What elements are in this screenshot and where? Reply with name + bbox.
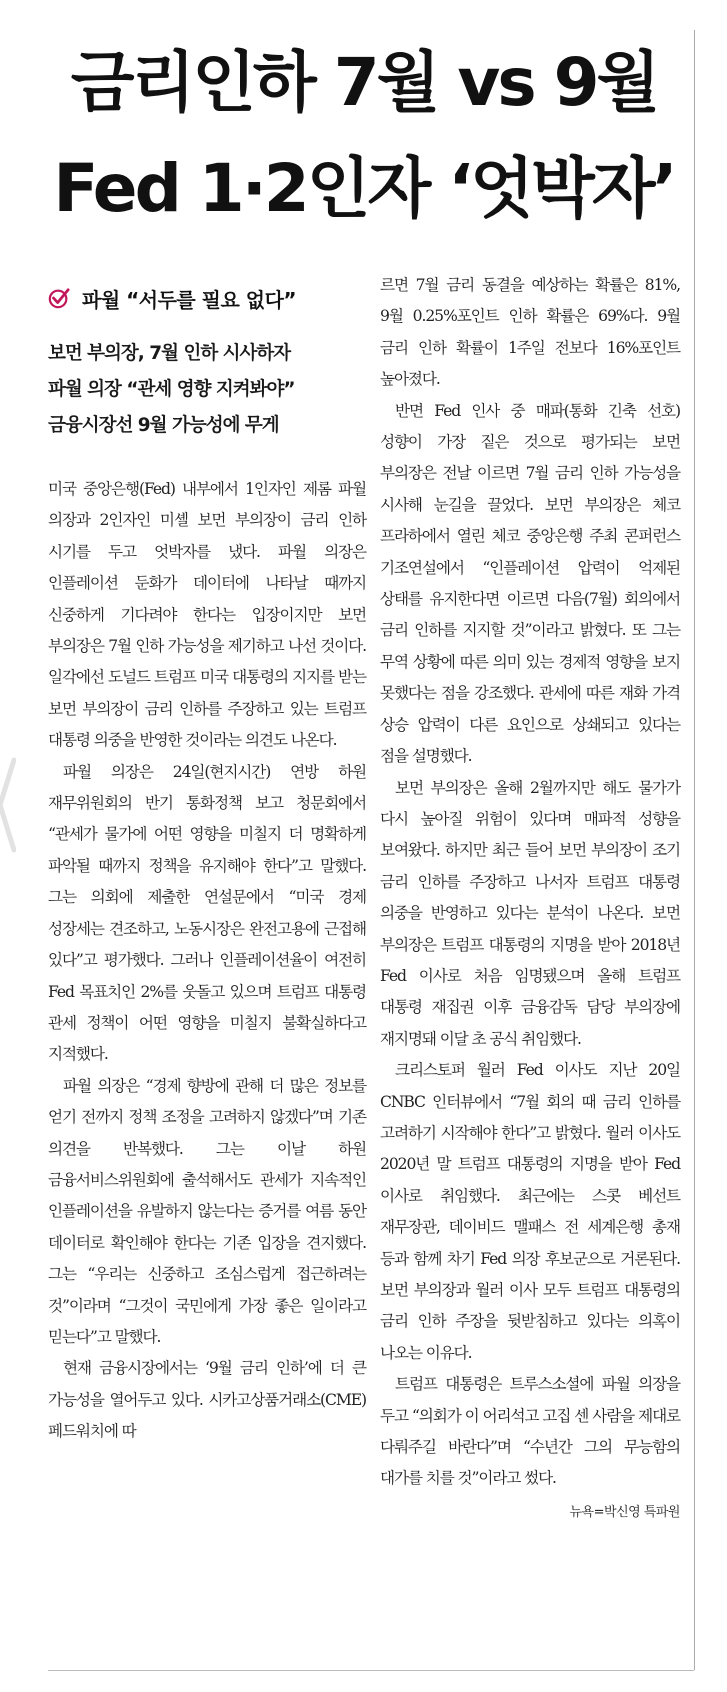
paragraph: 파월 의장은 “경제 향방에 관해 더 많은 정보를 얻기 전까지 정책 조정을 고려하지 않겠다”며 기존 의견을 반복했다. 그는 이날 하원 금융서비스위원회에 출석해서도 관세가 지속적인 인플레이션을 유발하지 않는다는 증거를 여름 동안 데이터로 확인해야 한다는 기존 입장을 견지했다. 그는 “우리는 신중하고 조심스럽게 접근하려는 것”이라며 “그것이 국민에게 가장 좋은 일이라고 믿는다”고 말했다. — [48, 1076, 366, 1346]
kicker — [48, 282, 366, 314]
kicker-text: 파월 “서두를 필요 없다” — [82, 287, 297, 312]
article-body-right — [380, 270, 680, 1520]
headline-line-2: Fed 1·2인자 ‘엇박자’ — [53, 150, 675, 227]
bottom-rule — [48, 1670, 694, 1671]
paragraph: 미국 중앙은행(Fed) 내부에서 1인자인 제롬 파월 의장과 2인자인 미셸 보먼 부의장이 금리 인하 시기를 두고 엇박자를 냈다. 파월 의장은 인플레이션 둔화가 데이터에 나타날 때까지 신중하게 기다려야 한다는 입장이지만 보먼 부의장은 7월 인하 가능성을 제기하고 나선 것이다. 일각에선 도널드 트럼프 미국 대통령의 지지를 받는 보먼 부의장이 금리 인하를 주장하고 있는 트럼프 대통령 의중을 반영한 것이라는 의견도 나온다. — [48, 480, 366, 750]
column-rule-right — [694, 30, 695, 1670]
article-headline — [44, 30, 684, 242]
byline: 뉴욕=박신영 특파원 — [569, 1504, 680, 1520]
paragraph: 반면 Fed 인사 중 매파(통화 긴축 선호) 성향이 가장 짙은 것으로 평가되는 보먼 부의장은 전날 이르면 7월 금리 인하 가능성을 시사해 눈길을 끌었다. 보먼 부의장은 체코 프라하에서 열린 체코 중앙은행 주최 콘퍼런스 기조연설에서 “인플레이션 압력이 억제된 상태를 유지한다면 이르면 다음(7월) 회의에서 금리 인하를 지지할 것”이라고 밝혔다. 또 그는 무역 상황에 따른 의미 있는 경제적 영향을 보지 못했다는 점을 강조했다. 관세에 따른 재화 가격 상승 압력이 다른 요인으로 상쇄되고 있다는 점을 설명했다. — [380, 401, 680, 766]
paragraph: 르면 7월 금리 동결을 예상하는 확률은 81%, 9월 0.25%포인트 인하 확률은 69%다. 9월 금리 인하 확률이 1주일 전보다 16%포인트 높아졌다. — [380, 276, 680, 389]
article-body-left — [48, 474, 366, 1448]
chevron-left-icon[interactable] — [0, 750, 16, 860]
paragraph: 보먼 부의장은 올해 2월까지만 해도 물가가 다시 높아질 위험이 있다며 매파적 성향을 보여왔다. 하지만 최근 들어 보먼 부의장이 조기 금리 인하를 주장하고 나서자 트럼프 대통령 의중을 반영하고 있다는 분석이 나온다. 보먼 부의장은 트럼프 대통령의 지명을 받아 2018년 Fed 이사로 처음 임명됐으며 올해 트럼프 대통령 재집권 이후 금융감독 담당 부의장에 재지명돼 이달 초 공식 취임했다. — [380, 778, 680, 1048]
paragraph: 파월 의장은 24일(현지시간) 연방 하원 재무위원회의 반기 통화정책 보고 청문회에서 “관세가 물가에 어떤 영향을 미칠지 더 명확하게 파악될 때까지 정책을 유지해야 한다”고 말했다. 그는 의회에 제출한 연설문에서 “미국 경제 성장세는 견조하고, 노동시장은 완전고용에 근접해 있다”고 평가했다. 그러나 인플레이션율이 여전히 Fed 목표치인 2%를 웃돌고 있으며 트럼프 대통령 관세 정책이 어떤 영향을 미칠지 불확실하다고 지적했다. — [48, 762, 366, 1064]
paragraph — [380, 1369, 680, 1520]
subheadline: 금융시장선 9월 가능성에 무게 — [48, 415, 279, 436]
subheadline: 보먼 부의장, 7월 인하 시사하자 — [48, 343, 291, 364]
paragraph-text: 트럼프 대통령은 트루스소셜에 파월 의장을 두고 “의회가 이 어리석고 고집 센 사람을 제대로 다뤄주길 바란다”며 “수년간 그의 무능함의 대가를 치를 것”이라고 썼다. — [380, 1375, 680, 1488]
paragraph: 크리스토퍼 월러 Fed 이사도 지난 20일 CNBC 인터뷰에서 “7월 회의 때 금리 인하를 고려하기 시작해야 한다”고 밝혔다. 월러 이사도 2020년 말 트럼프 대통령의 지명을 받아 Fed 이사로 취임했다. 최근에는 스콧 베선트 재무장관, 데이비드 맬패스 전 세계은행 총재 등과 함께 차기 Fed 의장 후보군으로 거론된다. 보먼 부의장과 월러 이사 모두 트럼프 대통령의 금리 인하 주장을 뒷받침하고 있다는 의혹이 나오는 이유다. — [380, 1061, 680, 1362]
right-column — [380, 270, 680, 1528]
subheadlines — [48, 336, 366, 444]
paragraph: 현재 금융시장에서는 ‘9월 금리 인하’에 더 큰 가능성을 열어두고 있다. 시카고상품거래소(CME) 페드워치에 따 — [48, 1359, 366, 1441]
check-circle-icon — [48, 287, 70, 309]
headline-line-1: 금리인하 7월 vs 9월 — [70, 44, 658, 121]
left-column — [48, 282, 366, 1448]
subheadline: 파월 의장 “관세 영향 지켜봐야” — [48, 379, 295, 400]
